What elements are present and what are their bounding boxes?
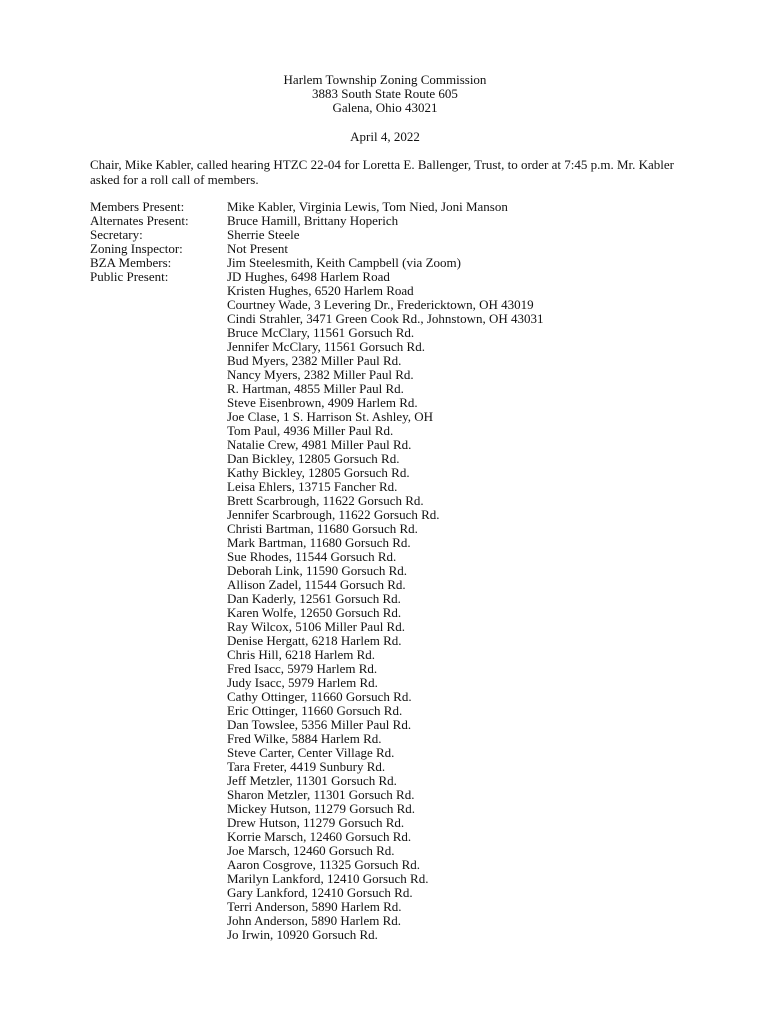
public-attendee: Dan Bickley, 12805 Gorsuch Rd. — [227, 451, 400, 466]
public-attendee: Courtney Wade, 3 Levering Dr., Fredericktown, OH 43019 — [227, 297, 534, 312]
public-attendee: Eric Ottinger, 11660 Gorsuch Rd. — [227, 703, 403, 718]
public-attendee: R. Hartman, 4855 Miller Paul Rd. — [227, 381, 404, 396]
public-attendee: Cathy Ottinger, 11660 Gorsuch Rd. — [227, 689, 412, 704]
roster-role: Alternates Present: — [90, 213, 189, 228]
roster-row-members — [90, 200, 730, 214]
public-attendee: Ray Wilcox, 5106 Miller Paul Rd. — [227, 619, 405, 634]
public-attendee: Bud Myers, 2382 Miller Paul Rd. — [227, 353, 402, 368]
organization-name: Harlem Township Zoning Commission — [283, 72, 487, 87]
public-attendee: Gary Lankford, 12410 Gorsuch Rd. — [227, 885, 413, 900]
public-attendee: Brett Scarbrough, 11622 Gorsuch Rd. — [227, 493, 424, 508]
public-attendee: Joe Marsch, 12460 Gorsuch Rd. — [227, 843, 395, 858]
public-attendee: JD Hughes, 6498 Harlem Road — [227, 269, 390, 284]
roster-role: Zoning Inspector: — [90, 241, 183, 256]
public-attendee: Kathy Bickley, 12805 Gorsuch Rd. — [227, 465, 410, 480]
public-attendee: Mark Bartman, 11680 Gorsuch Rd. — [227, 535, 411, 550]
public-attendee: Tara Freter, 4419 Sunbury Rd. — [227, 759, 386, 774]
public-attendee: Aaron Cosgrove, 11325 Gorsuch Rd. — [227, 857, 421, 872]
roster-row-public — [90, 270, 730, 942]
public-attendee: Christi Bartman, 11680 Gorsuch Rd. — [227, 521, 418, 536]
roster-value: Bruce Hamill, Brittany Hoperich — [227, 213, 399, 228]
public-attendee: Terri Anderson, 5890 Harlem Rd. — [227, 899, 402, 914]
public-attendee: Jennifer Scarbrough, 11622 Gorsuch Rd. — [227, 507, 440, 522]
public-attendee: Steve Eisenbrown, 4909 Harlem Rd. — [227, 395, 418, 410]
public-attendee: Jo Irwin, 10920 Gorsuch Rd. — [227, 927, 378, 942]
public-attendee: John Anderson, 5890 Harlem Rd. — [227, 913, 402, 928]
public-present-list — [227, 270, 730, 942]
roster-role: Members Present: — [90, 199, 185, 214]
roster-role: Secretary: — [90, 227, 143, 242]
document-header — [0, 73, 770, 115]
roster-value: Mike Kabler, Virginia Lewis, Tom Nied, Joni Manson — [227, 199, 508, 214]
public-attendee: Chris Hill, 6218 Harlem Rd. — [227, 647, 376, 662]
public-attendee: Jeff Metzler, 11301 Gorsuch Rd. — [227, 773, 397, 788]
public-attendee: Deborah Link, 11590 Gorsuch Rd. — [227, 563, 408, 578]
public-attendee: Steve Carter, Center Village Rd. — [227, 745, 395, 760]
public-attendee: Fred Wilke, 5884 Harlem Rd. — [227, 731, 382, 746]
address-line-1: 3883 South State Route 605 — [312, 86, 458, 101]
public-attendee: Bruce McClary, 11561 Gorsuch Rd. — [227, 325, 415, 340]
roster-row-bza-members — [90, 256, 730, 270]
public-attendee: Sharon Metzler, 11301 Gorsuch Rd. — [227, 787, 415, 802]
public-attendee: Marilyn Lankford, 12410 Gorsuch Rd. — [227, 871, 429, 886]
public-attendee: Fred Isacc, 5979 Harlem Rd. — [227, 661, 378, 676]
meeting-date: April 4, 2022 — [350, 129, 420, 144]
public-attendee: Joe Clase, 1 S. Harrison St. Ashley, OH — [227, 409, 434, 424]
public-attendee: Drew Hutson, 11279 Gorsuch Rd. — [227, 815, 405, 830]
roster-value: Jim Steelesmith, Keith Campbell (via Zoom) — [227, 255, 461, 270]
public-attendee: Natalie Crew, 4981 Miller Paul Rd. — [227, 437, 412, 452]
public-attendee: Allison Zadel, 11544 Gorsuch Rd. — [227, 577, 406, 592]
attendance-roster — [90, 200, 730, 942]
public-attendee: Denise Hergatt, 6218 Harlem Rd. — [227, 633, 402, 648]
public-attendee: Leisa Ehlers, 13715 Fancher Rd. — [227, 479, 398, 494]
roster-role: BZA Members: — [90, 255, 172, 270]
public-attendee: Jennifer McClary, 11561 Gorsuch Rd. — [227, 339, 425, 354]
public-attendee: Dan Kaderly, 12561 Gorsuch Rd. — [227, 591, 401, 606]
public-attendee: Korrie Marsch, 12460 Gorsuch Rd. — [227, 829, 412, 844]
public-present-label: Public Present: — [90, 269, 169, 284]
public-attendee: Dan Towslee, 5356 Miller Paul Rd. — [227, 717, 412, 732]
roster-row-zoning-inspector — [90, 242, 730, 256]
intro-paragraph: Chair, Mike Kabler, called hearing HTZC 22-04 for Loretta E. Ballenger, Trust, to order at 7:45 p.m. Mr. Kabler asked for a roll call of members. — [90, 157, 675, 187]
roster-row-alternates — [90, 214, 730, 228]
public-attendee: Sue Rhodes, 11544 Gorsuch Rd. — [227, 549, 397, 564]
public-attendee: Cindi Strahler, 3471 Green Cook Rd., Johnstown, OH 43031 — [227, 311, 544, 326]
roster-value: Not Present — [227, 241, 289, 256]
address-line-2: Galena, Ohio 43021 — [332, 100, 438, 115]
public-present-list-container — [227, 270, 730, 942]
public-attendee: Nancy Myers, 2382 Miller Paul Rd. — [227, 367, 414, 382]
public-attendee: Mickey Hutson, 11279 Gorsuch Rd. — [227, 801, 416, 816]
public-attendee: Judy Isacc, 5979 Harlem Rd. — [227, 675, 378, 690]
roster-row-secretary — [90, 228, 730, 242]
public-attendee: Karen Wolfe, 12650 Gorsuch Rd. — [227, 605, 402, 620]
public-attendee: Kristen Hughes, 6520 Harlem Road — [227, 283, 414, 298]
roster-value: Sherrie Steele — [227, 227, 300, 242]
public-attendee: Tom Paul, 4936 Miller Paul Rd. — [227, 423, 394, 438]
